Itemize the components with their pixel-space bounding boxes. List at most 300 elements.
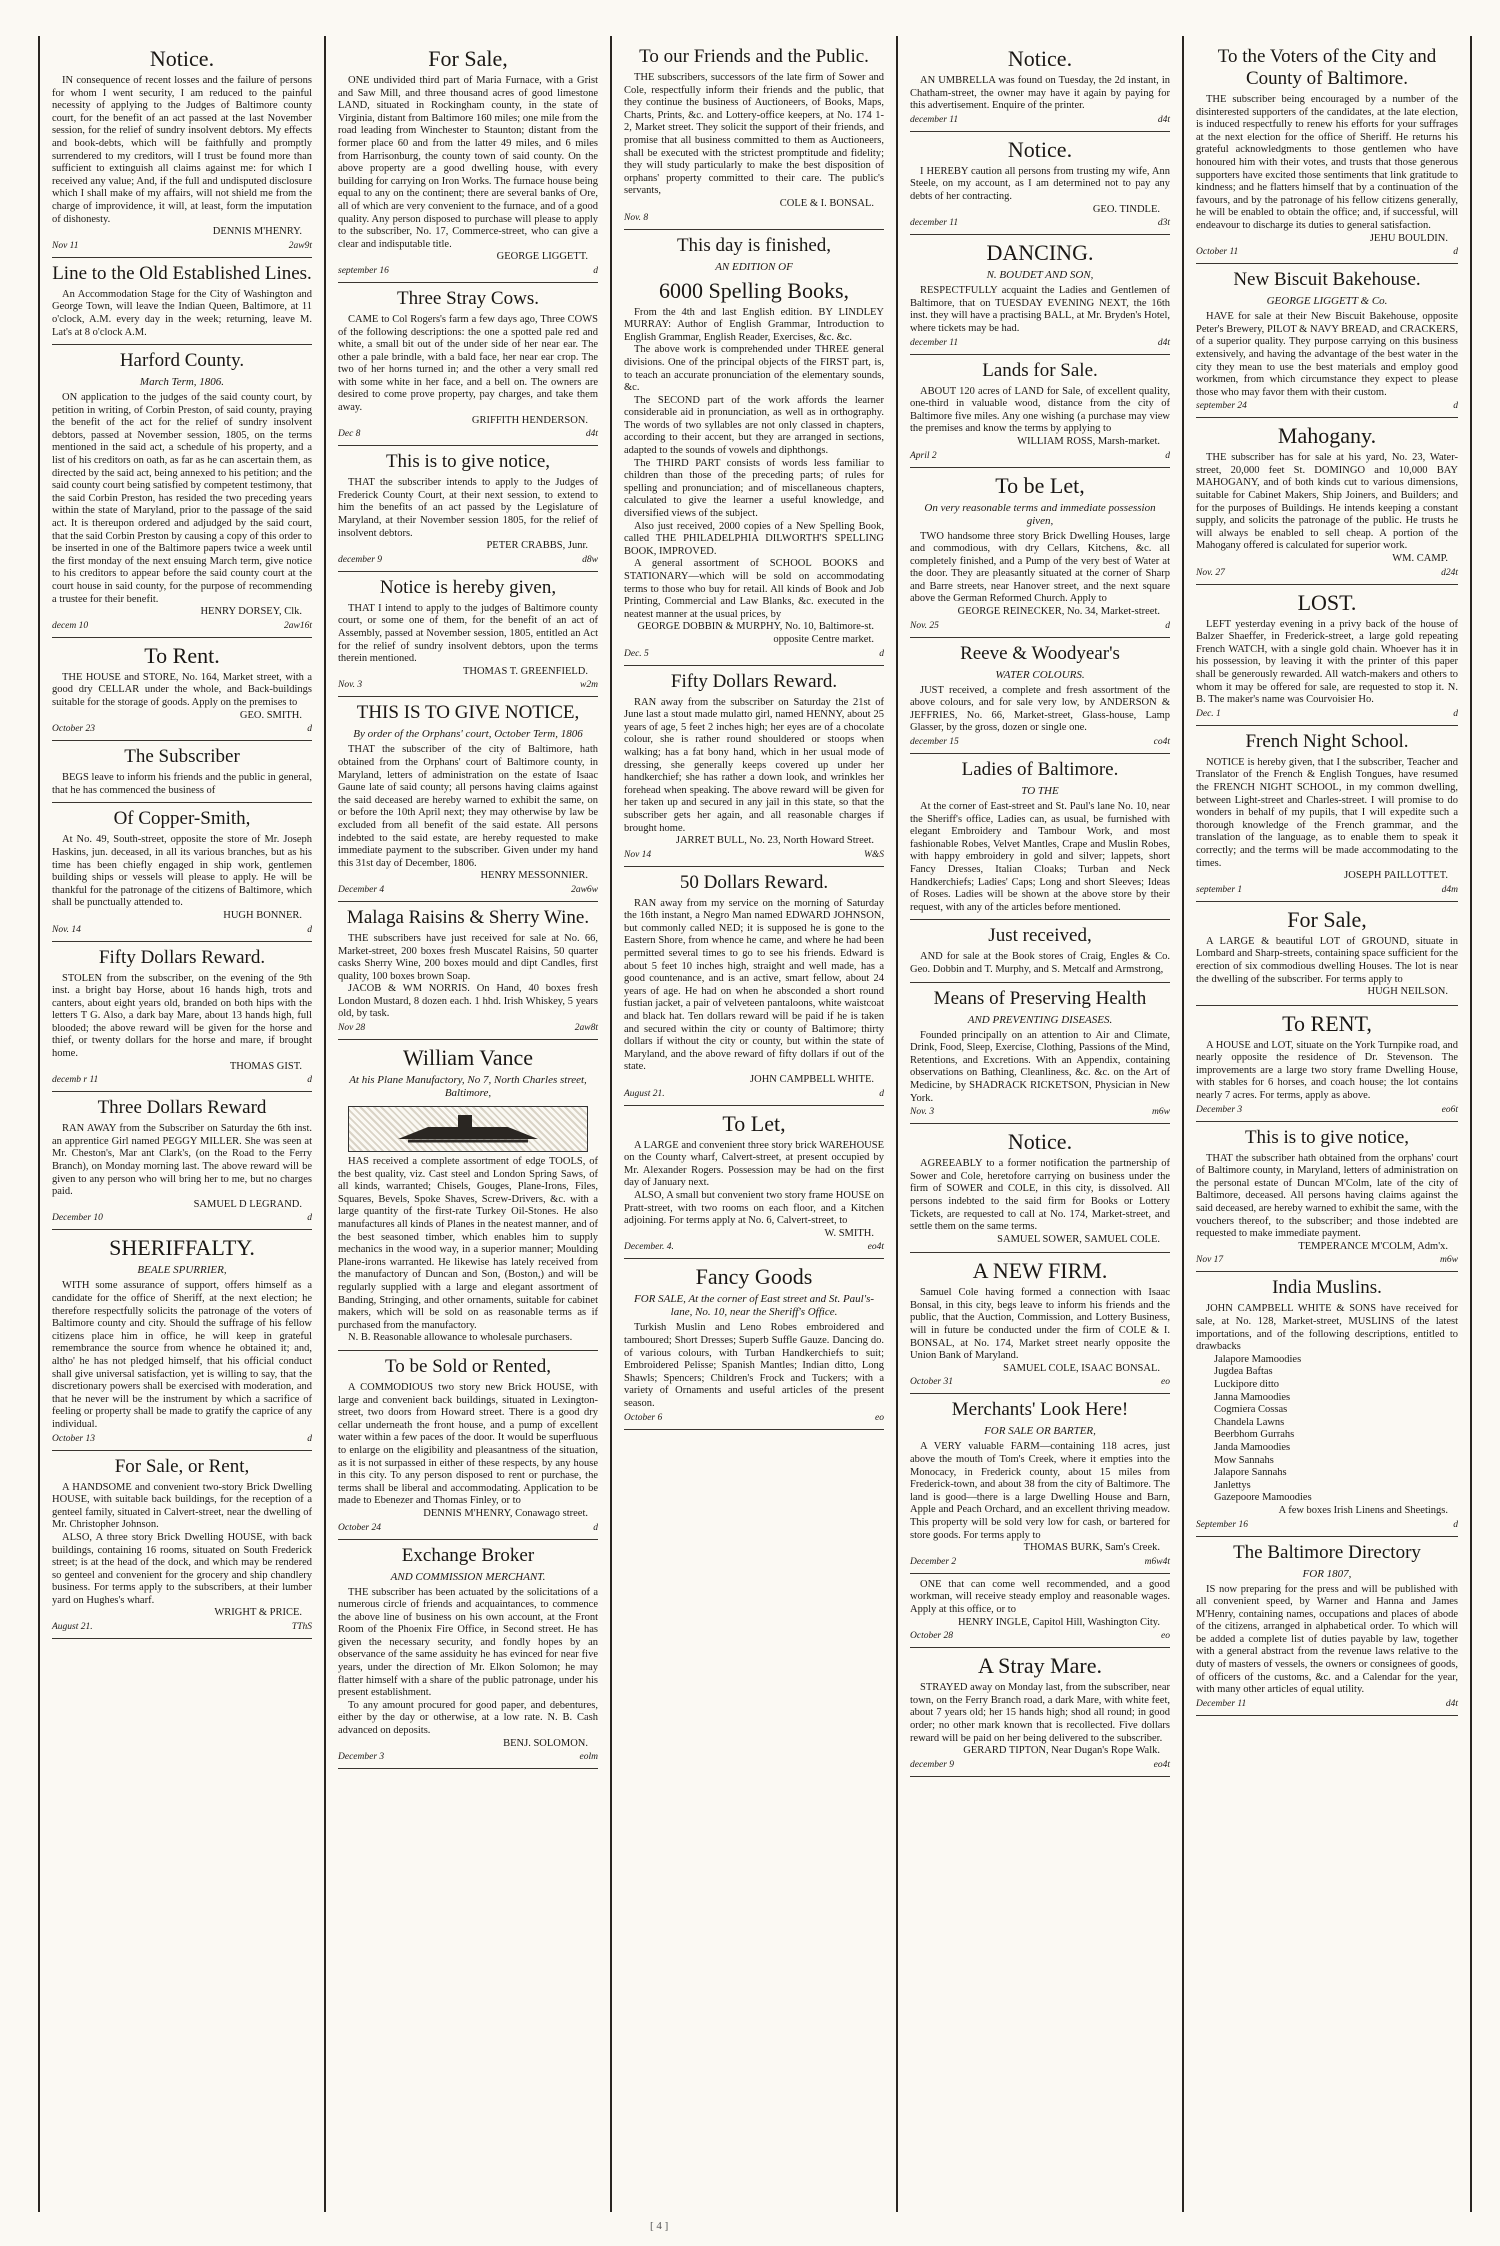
advertisement: [52, 1235, 312, 1450]
ad-body-text: An Accommodation Stage for the City of Washington and George Town, will leave the Indian Queen, Baltimore, at 11 o'clock, A.M. every day in the week; returning, leave M. Lat's at 8 o'clock A.M.: [52, 288, 312, 338]
column-2: [326, 36, 612, 2212]
ad-body-text: A general assortment of SCHOOL BOOKS and STATIONARY—which will be sold on accommodating terms to those who buy for retail. All kinds of Book and Job Printing, Commercial and Law Blanks, &c. executed in the neatest manner at the usual prices, by: [624, 558, 884, 620]
ad-dateline: [1196, 708, 1458, 720]
ad-insertion-code: TThS: [291, 1622, 312, 1633]
advertisement: [910, 360, 1170, 468]
ad-headline: To RENT,: [1282, 1010, 1372, 1036]
ad-headline: Merchants' Look Here!: [951, 1399, 1129, 1421]
ad-signature: GEO. SMITH.: [239, 709, 302, 721]
ad-insertion-code: d: [1165, 450, 1170, 461]
ad-subheading: N. BOUDET AND SON,: [986, 269, 1094, 282]
ad-dateline: [338, 265, 598, 277]
ad-dateline: [624, 1412, 884, 1424]
ad-signature: W. SMITH.: [824, 1227, 874, 1239]
advertisement: [52, 947, 312, 1093]
ad-insertion-code: co4t: [1153, 737, 1170, 748]
ad-dateline: [910, 620, 1170, 632]
ad-subheading: TO THE: [1021, 785, 1059, 798]
ad-dateline: [338, 1751, 598, 1763]
goods-list-item: Beerbhom Gurrahs: [1214, 1429, 1295, 1441]
ad-body-text: I HEREBY caution all persons from trusting my wife, Ann Steele, on my account, as I am determined not to pay any debts of her contracting.: [910, 165, 1170, 202]
advertisement: [338, 1356, 598, 1540]
ad-subheading: AND COMMISSION MERCHANT.: [390, 1570, 546, 1583]
ad-insertion-code: d4t: [585, 429, 598, 440]
ad-body-text: NOTICE is hereby given, that I the subscriber, Teacher and Translator of the French & English Tongues, have resumed the FRENCH NIGHT SCHOOL, in my common dwelling, between Light-street and Charles-street. I will promise to do wonders in behalf of my pupils, that I will expedite such a thorough knowledge of the French grammar, and the translation of the language, as to enable them to speak it correctly; and the terms will be made accommodating to the times.: [1196, 756, 1458, 869]
ad-insertion-code: eo: [1161, 1377, 1170, 1388]
ad-headline: For Sale,: [428, 46, 508, 71]
ad-insertion-code: eo4t: [867, 1242, 884, 1253]
ad-dateline: [52, 723, 312, 735]
advertisement: [338, 907, 598, 1040]
advertisement: [338, 451, 598, 572]
ad-headline: This is to give notice,: [385, 451, 551, 473]
ad-headline: Fancy Goods: [695, 1264, 813, 1290]
ad-date: Nov. 27: [1196, 567, 1225, 578]
ad-dateline: [910, 1630, 1170, 1642]
ad-signature: GEORGE DOBBIN & MURPHY, No. 10, Baltimore-st. opposite Centre market.: [637, 621, 874, 645]
ad-headline: Reeve & Woodyear's: [960, 642, 1120, 664]
ad-headline: The Subscriber: [124, 746, 240, 768]
ad-signature: GERARD TIPTON, Near Dugan's Rope Walk.: [963, 1745, 1160, 1757]
advertisement: [1196, 731, 1458, 902]
ad-date: december 15: [910, 737, 959, 748]
ad-headline: William Vance: [402, 1045, 534, 1071]
ad-dateline: [624, 1088, 884, 1100]
woodcut-plane-icon: [348, 1106, 588, 1152]
ad-date: december 11: [910, 218, 959, 229]
ad-dateline: [910, 337, 1170, 349]
ad-signature: HENRY DORSEY, Clk.: [200, 606, 302, 618]
ad-dateline: [1196, 884, 1458, 896]
ad-signature: DENNIS M'HENRY.: [212, 226, 302, 238]
ad-subheading: AN EDITION OF: [715, 260, 793, 273]
ad-signature: WRIGHT & PRICE.: [214, 1607, 302, 1619]
ad-body-text: RAN away from the subscriber on Saturday the 21st of June last a stout made mulatto girl, named HENNY, about 25 years of age, 5 feet 2 inches high; her eyes are of a chocolate colour, she is rather round shouldered or stoops when walking; has a fat bony hand, which in her usual mode of dressing, she generally keeps covered up under her handkerchief; she has rather a down look, and wrinkles her forehead when speaking. The above reward will be given for her taken up and secured in any jail in this state, so that the subscriber gets her again, and all reasonable charges if brought home.: [624, 696, 884, 834]
ad-headline: LOST.: [1297, 589, 1357, 615]
ad-insertion-code: d4t: [1445, 1698, 1458, 1709]
ad-dateline: [910, 1759, 1170, 1771]
ad-date: December. 4.: [624, 1242, 674, 1253]
ad-body-text: THE HOUSE and STORE, No. 164, Market street, with a good dry CELLAR under the whole, and Back-buildings suitable for the storage of goods. Apply on the premises to: [52, 671, 312, 708]
ad-date: september 16: [338, 265, 389, 276]
ad-insertion-code: d8w: [582, 554, 598, 565]
ad-body-text: THAT I intend to apply to the judges of Baltimore county court, or some one of them, for the benefit of an act of Assembly, passed at November session, 1805, entitled an Act for the relief of sundry insolvent debtors, upon the terms therein mentioned.: [338, 602, 598, 665]
ad-body-text: IN consequence of recent losses and the failure of persons for whom I went security, I am reduced to the painful necessity of applying to the Judges of Baltimore county court, for the benefit of an act passed at the last November session, for the relief of sundry insolvent debtors. My effects and book-debts, which will be faithfully and promptly surrendered to my creditors, will I trust be found more than sufficient to extinguish all claims against me: for which I received any value; And, if the full and undisputed disclosure which I shall make of my affairs, will not shield me from the charge of improvidence, it will, at least, form the imputation of dishonesty.: [52, 75, 312, 225]
goods-list-item: Jugdea Baftas: [1214, 1366, 1273, 1378]
ad-body-text: THE subscribers have just received for sale at No. 66, Market-street, 200 boxes fresh Muscatel Raisins, 50 quarter casks Sherry Wine, 200 boxes mould and dipt Candles, first quality, 100 boxes brown Soap.: [338, 932, 598, 982]
ad-headline: To be Sold or Rented,: [385, 1355, 551, 1377]
ad-headline: New Biscuit Bakehouse.: [1233, 269, 1421, 291]
ad-dateline: [1196, 246, 1458, 258]
ad-body-text: A VERY valuable FARM—containing 118 acres, just above the mouth of Tom's Creek, where it empties into the Monocacy, in Frederick county, about 15 miles from Frederick-town, and about 38 from the city of Baltimore. The land is good—there is a large Dwelling House and Barn, Apple and Peach Orchard, and an excellent thriving meadow. This property will be sold very low for cash, or bartered for store goods. For terms apply to: [910, 1441, 1170, 1541]
ad-headline: THIS IS TO GIVE NOTICE,: [356, 702, 580, 724]
ad-signature: SAMUEL D LEGRAND.: [193, 1198, 302, 1210]
ad-date: december 11: [910, 114, 959, 125]
ad-dateline: [910, 1556, 1170, 1568]
ad-body-text: THAT the subscriber hath obtained from the orphans' court of Baltimore county, in Maryland, letters of administration on the personal estate of Duncan M'Colm, late of the city of Baltimore, deceased. All persons having claims against the said deceased, are hereby warned to exhibit the same, with the vouchers thereof, to the subscriber; and those indebted are requested to make immediate payment.: [1196, 1152, 1458, 1240]
ad-date: Nov 17: [1196, 1255, 1224, 1266]
ad-date: October 11: [1196, 247, 1239, 258]
ad-date: October 28: [910, 1631, 954, 1642]
advertisement: [910, 1579, 1170, 1648]
ad-headline: Notice is hereby given,: [379, 576, 557, 598]
goods-list: [1196, 1354, 1458, 1505]
ad-body-text: THAT the subscriber of the city of Baltimore, hath obtained from the Orphans' court of Baltimore county, in Maryland, letters of administration on the estate of Isaac Gaune late of said county; all persons having claims against the said deceased are hereby warned to exhibit the same, on or before the 10th April next; they may otherwise by law be excluded from all benefit of the said estate. All persons indebted to the said estate, are hereby requested to make immediate payment to the subscriber. Given under my hand this 31st day of December, 1806.: [338, 744, 598, 869]
ad-signature: JARRET BULL, No. 23, North Howard Street.: [675, 835, 874, 847]
ad-headline: To Rent.: [144, 642, 220, 668]
ad-dateline: [910, 114, 1170, 126]
ad-signature: COLE & I. BONSAL.: [779, 197, 874, 209]
ad-insertion-code: d: [879, 1088, 884, 1099]
ad-date: October 6: [624, 1412, 663, 1423]
ad-insertion-code: d: [593, 265, 598, 276]
ad-headline: India Muslins.: [1272, 1277, 1382, 1299]
ad-body-text: ONE undivided third part of Maria Furnace, with a Grist and Saw Mill, and three thousand acres of good limestone LAND, situated in Rockingham county, in the state of Virginia, distant from Baltimore 160 miles; one mile from the road leading from Winchester to Staunton; distant from the former place 60 and from the latter 49 miles, and 6 miles from Harrisonburg, the county town of said county. On the above property are a good dwelling house, with every building for carrying on Iron Works. The furnace house being equal to any on the continent; there are several banks of Ore, all of which are very convenient to the furnace, and of a good quality. Any person disposed to purchase will please to apply to the subscriber, No. 17, Commerce-street, who can give a clear and indisputable title.: [338, 75, 598, 250]
ad-date: Nov 14: [624, 849, 652, 860]
ad-signature: HUGH BONNER.: [223, 909, 302, 921]
ad-date: September 16: [1196, 1519, 1248, 1530]
ad-body-text: At No. 49, South-street, opposite the store of Mr. Joseph Haskins, jun. deceased, in all its various branches, but as his time has been chiefly engaged in ship work, gentlemen building ships or vessels will please to apply. He will be thankful for the patronage of the citizens of Baltimore, which shall be punctually attended to.: [52, 834, 312, 909]
ad-body-text: A HOUSE and LOT, situate on the York Turnpike road, and nearly opposite the residence of Dr. Stevenson. The improvements are a large two story frame Dwelling House, with stables for 6 horses, and coach house; the lot contains nearly 7 acres. For terms, apply as above.: [1196, 1039, 1458, 1102]
ad-subheading: March Term, 1806.: [139, 376, 225, 389]
goods-list-item: Gazepoore Mamoodies: [1214, 1492, 1312, 1504]
ad-signature: THOMAS GIST.: [229, 1060, 302, 1072]
advertisement: [1196, 1127, 1458, 1273]
ad-insertion-code: d3t: [1157, 218, 1170, 229]
ad-dateline: [910, 736, 1170, 748]
ad-insertion-code: eo6t: [1441, 1104, 1458, 1115]
ad-signature: SAMUEL COLE, ISAAC BONSAL.: [1003, 1362, 1160, 1374]
ad-headline: To our Friends and the Public.: [639, 46, 869, 67]
ad-headline: 6000 Spelling Books,: [658, 277, 850, 303]
ad-headline: This day is finished,: [676, 234, 832, 256]
ad-headline: For Sale,: [1287, 906, 1367, 932]
advertisement: [338, 46, 598, 283]
ad-signature: SAMUEL SOWER, SAMUEL COLE.: [997, 1233, 1160, 1245]
ad-headline: Notice.: [1007, 46, 1073, 71]
ad-body-text: CAME to Col Rogers's farm a few days ago, Three COWS of the following descriptions: the one a spotted pale red and white, a small bit out of the under side of her near ear. The other a pale brindle, with a bald face, her near ear crop. The two of her horns turned in; and the other a very small red with some white in her face, and a bell on. The owners are desired to come prove property, pay charges, and take them away.: [338, 313, 598, 414]
ad-body-text: IS now preparing for the press and will be published with all convenient speed, by Warner and Hanna and James M'Henry, containing names, occupations and places of abode of the citizens, arranged in alphabetical order. To which will be added a complete list of duties payable by law, together with a general abstract from the revenue laws relative to the duty of masters of vessels, the owners or consignees of goods, of officers of the customs, &c. and a Calendar for the year, with many other articles of equal utility.: [1196, 1583, 1458, 1696]
ad-subheading: BEALE SPURRIER,: [137, 1264, 227, 1277]
ad-headline: Malaga Raisins & Sherry Wine.: [346, 906, 590, 928]
ad-subheading: FOR 1807,: [1302, 1567, 1352, 1580]
ad-dateline: [52, 1212, 312, 1224]
ad-insertion-code: d: [593, 1522, 598, 1533]
ad-body-text: JACOB & WM NORRIS. On Hand, 40 boxes fresh London Mustard, 8 dozen each. 1 hhd. Irish Whiskey, 5 years old, by task.: [338, 983, 598, 1020]
ad-signature: WM. CAMP.: [1392, 553, 1448, 565]
ad-date: september 1: [1196, 884, 1243, 895]
ad-body-text: STRAYED away on Monday last, from the subscriber, near town, on the Ferry Branch road, a dark Mare, with white feet, about 7 years old; her 15 hands high; shod all round; in good order; no other mark known that is recollected. Five dollars reward will be paid on her being delivered to the subscriber.: [910, 1682, 1170, 1744]
ad-body-text: THAT the subscriber intends to apply to the Judges of Frederick County Court, at their next session, to extend to him the benefits of an act passed by the Legislature of Maryland, at their November session 1805, for the relief of insolvent debtors.: [338, 477, 598, 539]
ad-insertion-code: d: [1453, 1519, 1458, 1530]
goods-list-item: Janna Mamoodies: [1214, 1391, 1291, 1403]
ad-body-text: ABOUT 120 acres of LAND for Sale, of excellent quality, one-third in valuable wood, distance from the city of Baltimore five miles. Any one wishing (a purchase may view the premises and know the terms by applying to: [910, 385, 1170, 435]
ad-date: October 31: [910, 1377, 954, 1388]
advertisement: [910, 925, 1170, 982]
ad-insertion-code: d: [307, 1075, 312, 1086]
advertisement: [1196, 423, 1458, 584]
advertisement: [624, 1111, 884, 1260]
advertisement: [910, 759, 1170, 920]
ad-signature: THOMAS BURK, Sam's Creek.: [1023, 1542, 1160, 1554]
advertisement: [624, 46, 884, 230]
ad-body-text: TWO handsome three story Brick Dwelling Houses, large and commodious, with dry Cellars, Kitchens, &c. all completely finished, and a Pump of the very best of Water at the door. They are pleasantly situated at the corner of Sharp and Barre streets, near Hanover street, and the next square above the German Reformed Church. Apply to: [910, 530, 1170, 605]
ad-headline: Notice.: [1007, 1129, 1073, 1155]
ad-signature: GEO. TINDLE.: [1092, 203, 1160, 215]
ad-headline: To Let,: [722, 1110, 786, 1136]
ad-insertion-code: d4t: [1157, 337, 1170, 348]
ad-headline: For Sale, or Rent,: [114, 1455, 250, 1477]
ad-insertion-code: d: [1453, 708, 1458, 719]
ad-body-text: Also just received, 2000 copies of a New Spelling Book, called THE PHILADELPHIA DILWORTH'S SPELLING BOOK, IMPROVED.: [624, 520, 884, 557]
advertisement: [52, 746, 312, 803]
advertisement: [624, 235, 884, 666]
advertisement: [910, 137, 1170, 235]
ad-dateline: [624, 212, 884, 224]
ad-subheading: WATER COLOURS.: [995, 668, 1085, 681]
advertisement: [624, 1264, 884, 1429]
ad-subheading: At his Plane Manufactory, No 7, North Charles street, Baltimore,: [349, 1074, 587, 1100]
ad-dateline: [910, 1376, 1170, 1388]
advertisement: [1196, 1277, 1458, 1536]
ad-headline: To the Voters of the City and County of Baltimore.: [1217, 46, 1437, 89]
ad-insertion-code: d4m: [1441, 884, 1458, 895]
goods-list-item: Chandela Lawns: [1214, 1416, 1285, 1428]
ad-signature: JOHN CAMPBELL WHITE.: [750, 1074, 874, 1085]
goods-list-item: Jalapore Sannahs: [1214, 1467, 1287, 1479]
advertisement: [910, 1129, 1170, 1253]
advertisement: [910, 1653, 1170, 1777]
ad-headline: Just received,: [988, 925, 1092, 947]
ad-date: December 3: [338, 1752, 385, 1763]
column-5: [1184, 36, 1470, 2212]
ad-date: december 9: [338, 554, 383, 565]
ad-date: decem 10: [52, 620, 89, 631]
ad-date: December 11: [1196, 1698, 1247, 1709]
ad-body-text: At the corner of East-street and St. Paul's lane No. 10, near the Sheriff's office, Ladies can, as usual, be furnished with elegant Embroidery and Tambour Work, and most fashionable Robes, Velvet Mantles, Crape and Muslin Robes, with happy embroidery in gold and silver; lappets, short Fancy Dresses, Italian Cloaks; Turban and Neck Handkerchiefs; Ladies' Caps; Long and short Sleeves; Ideas of Roses. Ladies will be shown at the above store by their request, with any of the articles before mentioned.: [910, 801, 1170, 913]
ad-date: Nov. 3: [910, 1107, 935, 1118]
ad-date: December 10: [52, 1213, 103, 1224]
ad-headline: To be Let,: [995, 472, 1085, 498]
ad-dateline: [1196, 1254, 1458, 1266]
ad-headline: Fifty Dollars Reward.: [670, 670, 838, 692]
column-3: [612, 36, 898, 2212]
advertisement: [52, 350, 312, 638]
ad-body-text: ON application to the judges of the said county court, by petition in writing, of Corbin Preston, of said county, praying the benefit of the act for the relief of sundry insolvent debtors, passed at November session, 1805, on the terms mentioned in the said act, a schedule of his property, and a list of his creditors on oath, as far as he can ascertain them, as directed by the said act, being annexed to his petition; and the said county court being satisfied by competent testimony, that the said Corbin Preston, has resided the two preceding years within the state of Maryland, prior to the passage of the said act. It is thereupon ordered and adjudged by the said court, that the said Corbin Preston by causing a copy of this order to be inserted in one of the Baltimore papers twice a week until the first monday of the next ensuing March term, give notice to his creditors to appear before the said county court at the court house in said county, for the purpose of recommending a trustee for their benefit.: [52, 392, 312, 605]
ad-subheading: On very reasonable terms and immediate possession given,: [924, 501, 1156, 527]
advertisement: [910, 1258, 1170, 1394]
ad-body-text: Samuel Cole having formed a connection with Isaac Bonsal, in this city, begs leave to inform his friends and the public, that the Auction, Commission, and Lottery Business, will in future be conducted under the firm of COLE & I. BONSAL, at No. 174, Market street nearly opposite the Union Bank of Maryland.: [910, 1287, 1170, 1362]
ad-date: Nov. 14: [52, 924, 81, 935]
ad-date: October 24: [338, 1522, 382, 1533]
ad-body-text: A LARGE and convenient three story brick WAREHOUSE on the County wharf, Calvert-street, at present occupied by Mr. Alexander Rogers. Possession may be had on the first day of January next.: [624, 1139, 884, 1189]
advertisement: [1196, 46, 1458, 264]
ad-headline: Notice.: [1007, 136, 1073, 162]
ad-headline: Mahogany.: [1277, 423, 1377, 449]
column-4: [898, 36, 1184, 2212]
ad-insertion-code: 2aw9t: [288, 240, 312, 251]
ad-dateline: [338, 1022, 598, 1034]
ad-body-text: RAN away from my service on the morning of Saturday the 16th instant, a Negro Man named EDWARD JOHNSON, but commonly called NED; it is supposed he is gone to the Eastern Shore, from whence he came, and where he had been permitted several times to go to see his friends. Edward is about 5 feet 10 inches high, straight and well made, has a good countenance, and is an active, smart fellow, about 24 years of age. He had on when he absconded a short round fustian jacket, a pair of velveteen pantaloons, white waistcoat and black hat. Ten dollars reward will be paid if he is taken and secured within the city or county of Baltimore; thirty dollars if without the city or county, but within the state of Maryland, and the above reward of fifty dollars if out of the state.: [624, 897, 884, 1073]
advertisement: [1196, 907, 1458, 1006]
ad-insertion-code: 2aw6w: [571, 884, 598, 895]
ad-date: december 11: [910, 337, 959, 348]
ad-insertion-code: m6w4t: [1144, 1556, 1170, 1567]
ad-date: October 23: [52, 724, 96, 735]
ad-dateline: [338, 679, 598, 691]
advertisement: [910, 643, 1170, 754]
ad-date: December 4: [338, 884, 385, 895]
ad-signature: GRIFFITH HENDERSON.: [471, 414, 588, 426]
advertisement: [52, 643, 312, 741]
ad-body-text: AN UMBRELLA was found on Tuesday, the 2d instant, in Chatham-street, the owner may have it again by paying for this advertisement. Enquire of the printer.: [910, 75, 1170, 112]
ad-headline: This is to give notice,: [1244, 1126, 1410, 1148]
ad-dateline: [52, 1074, 312, 1086]
ad-signature: HENRY INGLE, Capitol Hill, Washington City.: [957, 1616, 1160, 1628]
advertisement: [1196, 590, 1458, 726]
ad-dateline: [1196, 1698, 1458, 1710]
ad-date: Dec. 1: [1196, 708, 1221, 719]
advertisement: [52, 46, 312, 258]
ad-body-text: WITH some assurance of support, offers himself as a candidate for the office of Sheriff, at the next election; he therefore respectfully solicits the patronage of the voters of Baltimore county and city. Should the suffrage of his fellow citizens place him in office, he will keep in grateful remembrance the source from whence he obtained it; and, altho' he has not pledged himself, that his official conduct shall give universal satisfaction, yet is willing to say, that the discretionary powers shall be exercised with moderation, and that he never will be the instrument by which a sacrifice of feeling or property shall be made to gratify the caprice of any individual.: [52, 1280, 312, 1430]
ad-insertion-code: d24t: [1441, 567, 1458, 578]
ad-subheading: FOR SALE, At the corner of East street and St. Paul's-lane, No. 10, near the Sheriff's Office.: [633, 1293, 875, 1319]
ad-insertion-code: d4t: [1157, 114, 1170, 125]
ad-signature: DENNIS M'HENRY, Conawago street.: [423, 1507, 588, 1519]
ad-date: september 24: [1196, 401, 1247, 412]
ad-date: Nov 11: [52, 240, 79, 251]
advertisement: [910, 988, 1170, 1125]
ad-headline: Of Copper-Smith,: [113, 808, 251, 830]
goods-list-item: Cogmiera Cossas: [1214, 1404, 1288, 1416]
ad-signature: THOMAS T. GREENFIELD.: [462, 665, 588, 677]
ad-body-text: To any amount procured for good paper, and debentures, either by the day or otherwise, at a low rate. N. B. Cash advanced on deposits.: [338, 1699, 598, 1737]
advertisement: [910, 46, 1170, 132]
ad-headline: Ladies of Baltimore.: [961, 759, 1119, 781]
ad-insertion-code: eolm: [579, 1752, 598, 1763]
ad-insertion-code: w2m: [580, 680, 598, 691]
ad-body-text: THE subscriber has been actuated by the solicitations of a numerous circle of friends and acquaintances, to commence the above line of business on his own account, at the Front Room of the Phoenix Fire Office, in Second street. He has given the necessary security, and fondly hopes by an observance of the same assiduity he has evinced for near five years, under the direction of Mr. Elkon Solomon; he may flatter himself with a share of the public patronage, under his present establishment.: [338, 1586, 598, 1699]
ad-signature: JOSEPH PAILLOTTET.: [1344, 870, 1448, 882]
ad-insertion-code: 2aw16t: [284, 620, 312, 631]
ad-dateline: [338, 1522, 598, 1534]
ad-headline: Fifty Dollars Reward.: [98, 946, 266, 968]
ad-dateline: [52, 1621, 312, 1633]
ad-insertion-code: d: [1165, 620, 1170, 631]
ad-signature: TEMPERANCE M'COLM, Adm'x.: [1298, 1240, 1448, 1252]
ad-dateline: [1196, 1519, 1458, 1531]
advertisement: [338, 577, 598, 698]
ad-date: Nov. 3: [338, 680, 363, 691]
ad-body-text: ALSO, A small but convenient two story frame HOUSE on Pratt-street, with two rooms on each floor, and a Kitchen adjoining. For terms apply at No. 6, Calvert-street, to: [624, 1189, 884, 1227]
ad-subheading: AND PREVENTING DISEASES.: [967, 1013, 1113, 1026]
advertisement: [52, 1097, 312, 1230]
ad-body-text: AGREEABLY to a former notification the partnership of Sower and Cole, heretofore carrying on business under the firm of SOWER and COLE, in this city, is dissolved. All persons indebted to the said firm for Books or Lottery Tickets, are requested to call at No. 174, Market-street, and settle them on the same terms.: [910, 1158, 1170, 1233]
ad-body-text: JUST received, a complete and fresh assortment of the above colours, and for sale very low, by ANDERSON & JEFFRIES, No. 66, Market-street, Glass-house, Lamp Glasser, by the gross, dozen or single one.: [910, 684, 1170, 734]
ad-insertion-code: d: [879, 648, 884, 659]
ad-insertion-code: eo: [1161, 1631, 1170, 1642]
ad-body-text: The THIRD PART consists of words less familiar to children than those of the preceding parts; of rules for spelling and pronunciation; and of miscellaneous chapters, calculated to give the learner a useful knowledge, and diversified views of the subject.: [624, 457, 884, 520]
ad-date: december 9: [910, 1759, 955, 1770]
ad-signature: HUGH NEILSON.: [1367, 986, 1448, 998]
ad-body-text: N. B. Reasonable allowance to wholesale purchasers.: [348, 1332, 573, 1344]
goods-list-item: Mow Sannahs: [1214, 1454, 1274, 1466]
page-footer: [ 4 ]: [650, 2220, 669, 2232]
ad-headline: Harford County.: [119, 350, 245, 372]
ad-dateline: [910, 450, 1170, 462]
ad-subheading: By order of the Orphans' court, October Term, 1806: [353, 728, 583, 741]
ad-body-text: STOLEN from the subscriber, on the evening of the 9th inst. a bright bay Horse, about 16 hands high, trots and canters, about eight years old, branded on both hips with the letters T G. Also, a dark bay Mare, about 13 hands high, full blooded; the above reward will be given for the horse and thief, or twenty dollars for the horse and mare, if brought home.: [52, 972, 312, 1060]
ad-headline: SHERIFFALTY.: [109, 1235, 255, 1261]
ad-signature: BENJ. SOLOMON.: [503, 1737, 588, 1749]
goods-list-item: Janda Mamoodies: [1214, 1441, 1291, 1453]
ad-body-text: RAN AWAY from the Subscriber on Saturday the 6th inst. an apprentice Girl named PEGGY MILLER. She was seen at Mr. Cheston's, Mar ant Clark's, (on the Road to the Ferry Branch), on Monday morning last. The above reward will be given to any person who will bring her to me, but no charges paid.: [52, 1123, 312, 1198]
ad-dateline: [910, 217, 1170, 229]
ad-dateline: [624, 849, 884, 861]
advertisement: [1196, 1542, 1458, 1716]
ad-body-text: ONE that can come well recommended, and a good workman, will receive steady employ and reasonable wages. Apply at this office, or to: [910, 1578, 1170, 1615]
ad-date: August 21.: [624, 1088, 665, 1099]
ad-signature: GEORGE REINECKER, No. 34, Market-street.: [957, 606, 1160, 618]
advertisement: [910, 1399, 1170, 1573]
ad-date: Nov 28: [338, 1023, 366, 1034]
ad-dateline: [1196, 567, 1458, 579]
ad-dateline: [52, 240, 312, 252]
ad-body-text: JOHN CAMPBELL WHITE & SONS have received for sale, at No. 128, Market-street, MUSLINS of the latest importations, and of the following descriptions, entitled to drawbacks: [1196, 1303, 1458, 1353]
ad-headline: French Night School.: [1245, 730, 1409, 752]
ad-body-text: THE subscriber being encouraged by a number of the disinterested supporters of the candidates, at the late election, is induced respectfully to renew his efforts for your suffrages at the next election for the office of Sheriff. He returns his grateful acknowledgments to those gentlemen who have honoured him with their votes, and trusts that those generous supporters have excited those sentiments that link gratitude to kindness; and he flatters himself that by a continuation of the favours, and by the patronage of his fellow citizens generally, he will be enabled to obtain the office; and, if successful, will endeavour to discharge its duties to general satisfaction.: [1196, 94, 1458, 231]
advertisement: [52, 808, 312, 941]
ad-headline: Lands for Sale.: [982, 359, 1098, 381]
ad-body-text: RESPECTFULLY acquaint the Ladies and Gentlemen of Baltimore, that on TUESDAY EVENING NEXT, the 16th inst. they will have a practising BALL, at Mr. Bryden's Hotel, where tickets may be had.: [910, 285, 1170, 334]
ad-insertion-code: eo4t: [1153, 1759, 1170, 1770]
ad-signature: WILLIAM ROSS, Marsh-market.: [1017, 435, 1160, 447]
ad-body-text: AND for sale at the Book stores of Craig, Engles & Co. Geo. Dobbin and T. Murphy, and S. Metcalf and Armstrong,: [910, 951, 1170, 975]
ad-subheading: GEORGE LIGGETT & Co.: [1266, 295, 1388, 308]
ad-date: decemb r 11: [52, 1075, 99, 1086]
newspaper-page: [38, 36, 1472, 2212]
ad-body-text: A HANDSOME and convenient two-story Brick Dwelling HOUSE, with suitable back buildings, for the reception of a genteel family, situated in Calvert-street, near the dwelling of Mr. Christopher Johnson.: [52, 1481, 312, 1531]
ad-date: Dec. 5: [624, 648, 649, 659]
ad-dateline: [52, 620, 312, 632]
ad-subheading: FOR SALE OR BARTER,: [984, 1425, 1096, 1438]
advertisement: [1196, 269, 1458, 418]
ad-insertion-code: d: [307, 924, 312, 935]
goods-list-item: Jalapore Mamoodies: [1214, 1353, 1302, 1365]
ad-headline: Means of Preserving Health: [933, 987, 1147, 1009]
ad-insertion-code: d: [307, 1213, 312, 1224]
ad-date: April 2: [910, 450, 937, 461]
ad-signature: A few boxes Irish Linens and Sheetings.: [1278, 1504, 1448, 1516]
ad-dateline: [338, 884, 598, 896]
ad-body-text: LEFT yesterday evening in a privy back of the house of Balzer Shaeffer, in Frederick-street, a large gold repeating French WATCH, with a single gold chain. Whoever has it in his possession, by leaving it with the printer of this paper shall be generously rewarded. All watch-makers and others to whom it may be offered for sale, are requested to stop it. N. B. The maker's name was Courvoisier Ho.: [1196, 618, 1458, 706]
ad-insertion-code: eo: [875, 1412, 884, 1423]
ad-headline: The Baltimore Directory: [1233, 1541, 1421, 1563]
ad-insertion-code: d: [1453, 401, 1458, 412]
ad-headline: A NEW FIRM.: [972, 1258, 1108, 1284]
ad-date: December 3: [1196, 1104, 1243, 1115]
ad-insertion-code: d: [1453, 247, 1458, 258]
ad-body-text: HAS received a complete assortment of edge TOOLS, of the best quality, viz. Cast steel and London Spring Saws, of all kinds, warranted; Chisels, Gouges, Plane-Irons, Files, Squares, Bevels, Spoke Shaves, Screw-Drivers, &c. with a large quantity of the first-rate Turkey Oil-Stones. He also manufactures all kinds of Planes in the neatest manner, and of the best seasoned timber, which enables him to supply mechanics in the wood way, in a superior manner; Moulding Plane-irons warranted. He likewise has lately received from the manufactory of Duncan and Son, (Boston,) and will be regularly supplied with a large and elegant assortment of Banding, Stringing, and other ornaments, suitable for cabinet makers, which will be sold on as reasonable terms as if purchased from the manufactory.: [338, 1156, 598, 1331]
advertisement: [338, 1045, 598, 1351]
advertisement: [1196, 1011, 1458, 1122]
advertisement: [910, 473, 1170, 638]
ad-body-text: ALSO, A three story Brick Dwelling HOUSE, with back buildings, containing 16 rooms, situated on South Frederick street; is at the head of the dock, and which may be rendered so genteel and convenient for the grocery and ship chandlery business. For terms apply to the subscribers, at their lumber yard on Hughes's wharf.: [52, 1531, 312, 1606]
ad-insertion-code: W&S: [863, 849, 884, 860]
ad-headline: A Stray Mare.: [977, 1653, 1103, 1679]
advertisement: [338, 702, 598, 902]
ad-headline: 50 Dollars Reward.: [679, 871, 829, 893]
